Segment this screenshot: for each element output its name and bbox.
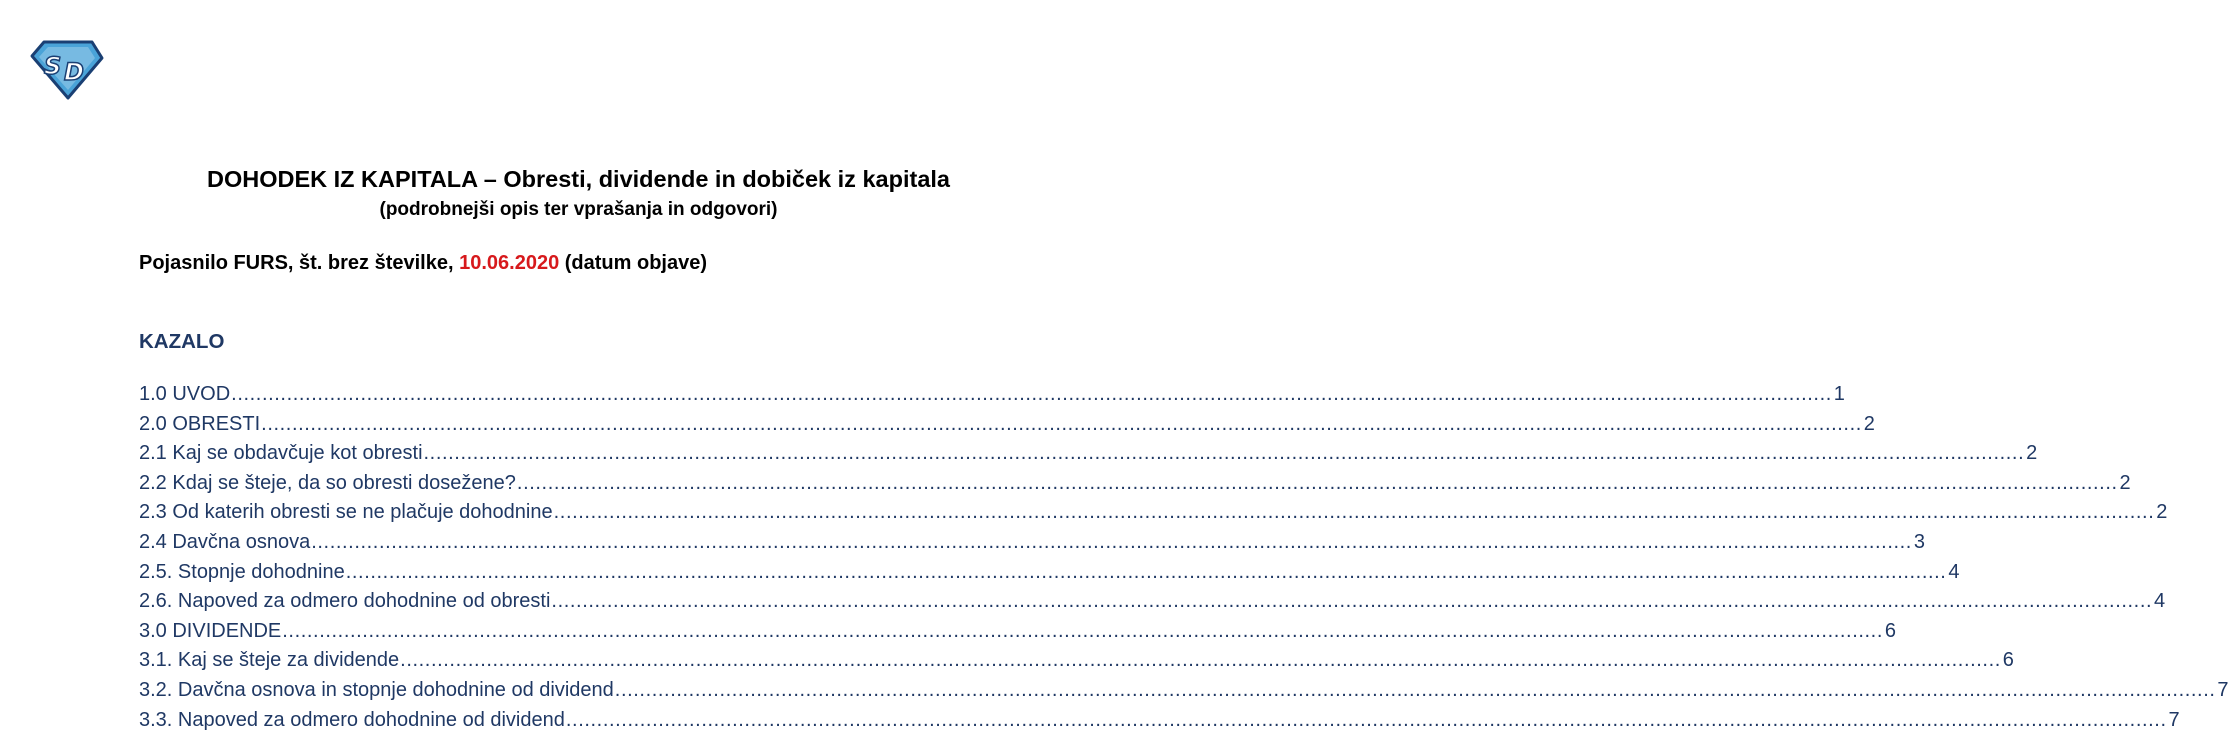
table-of-contents xyxy=(139,383,2229,738)
toc-entry-page: 6 xyxy=(2002,649,2014,672)
toc-entry[interactable] xyxy=(139,590,2166,620)
toc-leader-dots: .................................................................................................................................................................................................................................................................... xyxy=(231,383,1832,405)
toc-leader-dots: .................................................................................................................................................................................................................................................................... xyxy=(282,619,1883,642)
toc-entry[interactable] xyxy=(139,678,2229,709)
toc-entry-label: 2.2 Kdaj se šteje, da so obresti dosežene? xyxy=(139,471,516,494)
source-suffix: (datum objave) xyxy=(559,252,708,274)
toc-entry-label: 3.0 DIVIDENDE xyxy=(139,619,282,642)
toc-entry-page: 4 xyxy=(2154,590,2166,613)
toc-entry-page: 4 xyxy=(1948,560,1960,583)
toc-entry-page: 1 xyxy=(1833,383,1845,405)
svg-text:D: D xyxy=(64,58,84,86)
toc-entry-label: 2.0 OBRESTI xyxy=(139,412,261,435)
source-prefix: Pojasnilo FURS, št. brez številke, xyxy=(139,252,460,274)
toc-entry[interactable] xyxy=(139,501,2168,531)
toc-entry-label: 3.2. Davčna osnova in stopnje dohodnine od dividend xyxy=(139,678,614,701)
toc-entry-page: 2 xyxy=(2026,442,2038,465)
toc-entry[interactable] xyxy=(139,619,1896,650)
toc-entry-page: 7 xyxy=(2217,678,2229,701)
document-subtitle: (podrobnejši opis ter vprašanja in odgovori) xyxy=(379,199,778,220)
toc-entry[interactable] xyxy=(139,442,2038,472)
svg-text:S: S xyxy=(44,52,62,80)
superman-shield-logo-icon xyxy=(30,40,104,100)
toc-entry-page: 6 xyxy=(1884,619,1896,642)
toc-heading: KAZALO xyxy=(139,330,225,353)
toc-leader-dots: .................................................................................................................................................................................................................................................................... xyxy=(311,530,1912,553)
source-line xyxy=(139,252,707,275)
toc-leader-dots: .................................................................................................................................................................................................................................................................... xyxy=(551,590,2153,613)
toc-entry-page: 7 xyxy=(2168,708,2180,731)
toc-entry[interactable] xyxy=(139,471,2131,502)
toc-entry[interactable] xyxy=(139,412,1875,443)
toc-entry[interactable] xyxy=(139,708,2180,739)
toc-entry-page: 2 xyxy=(1863,412,1875,435)
toc-leader-dots: .................................................................................................................................................................................................................................................................... xyxy=(400,649,2001,672)
toc-entry-label: 2.4 Davčna osnova xyxy=(139,530,311,553)
toc-entry[interactable] xyxy=(139,649,2014,679)
toc-entry-label: 3.1. Kaj se šteje za dividende xyxy=(139,649,400,672)
toc-entry-label: 1.0 UVOD xyxy=(139,383,231,405)
toc-leader-dots: .................................................................................................................................................................................................................................................................... xyxy=(553,501,2155,524)
publication-date: 10.06.2020 xyxy=(459,252,560,274)
toc-leader-dots: .................................................................................................................................................................................................................................................................... xyxy=(565,708,2167,731)
toc-entry-label: 2.1 Kaj se obdavčuje kot obresti xyxy=(139,442,423,465)
toc-entry[interactable] xyxy=(139,383,1845,413)
toc-entry-page: 2 xyxy=(2119,471,2131,494)
toc-entry-label: 2.3 Od katerih obresti se ne plačuje dohodnine xyxy=(139,501,553,524)
toc-entry-label: 2.5. Stopnje dohodnine xyxy=(139,560,345,583)
toc-entry-label: 3.3. Napoved za odmero dohodnine od dividend xyxy=(139,708,565,731)
toc-leader-dots: .................................................................................................................................................................................................................................................................... xyxy=(261,412,1862,435)
document-title: DOHODEK IZ KAPITALA – Obresti, dividende in dobiček iz kapitala xyxy=(207,166,950,192)
toc-entry[interactable] xyxy=(139,530,1925,561)
toc-entry-page: 3 xyxy=(1913,530,1925,553)
toc-leader-dots: .................................................................................................................................................................................................................................................................... xyxy=(345,560,1947,583)
toc-leader-dots: .................................................................................................................................................................................................................................................................... xyxy=(516,471,2118,494)
toc-leader-dots: .................................................................................................................................................................................................................................................................... xyxy=(423,442,2025,465)
toc-entry[interactable] xyxy=(139,560,1960,591)
toc-entry-page: 2 xyxy=(2156,501,2168,524)
toc-leader-dots: .................................................................................................................................................................................................................................................................... xyxy=(614,678,2216,701)
toc-entry-label: 2.6. Napoved za odmero dohodnine od obresti xyxy=(139,590,551,613)
